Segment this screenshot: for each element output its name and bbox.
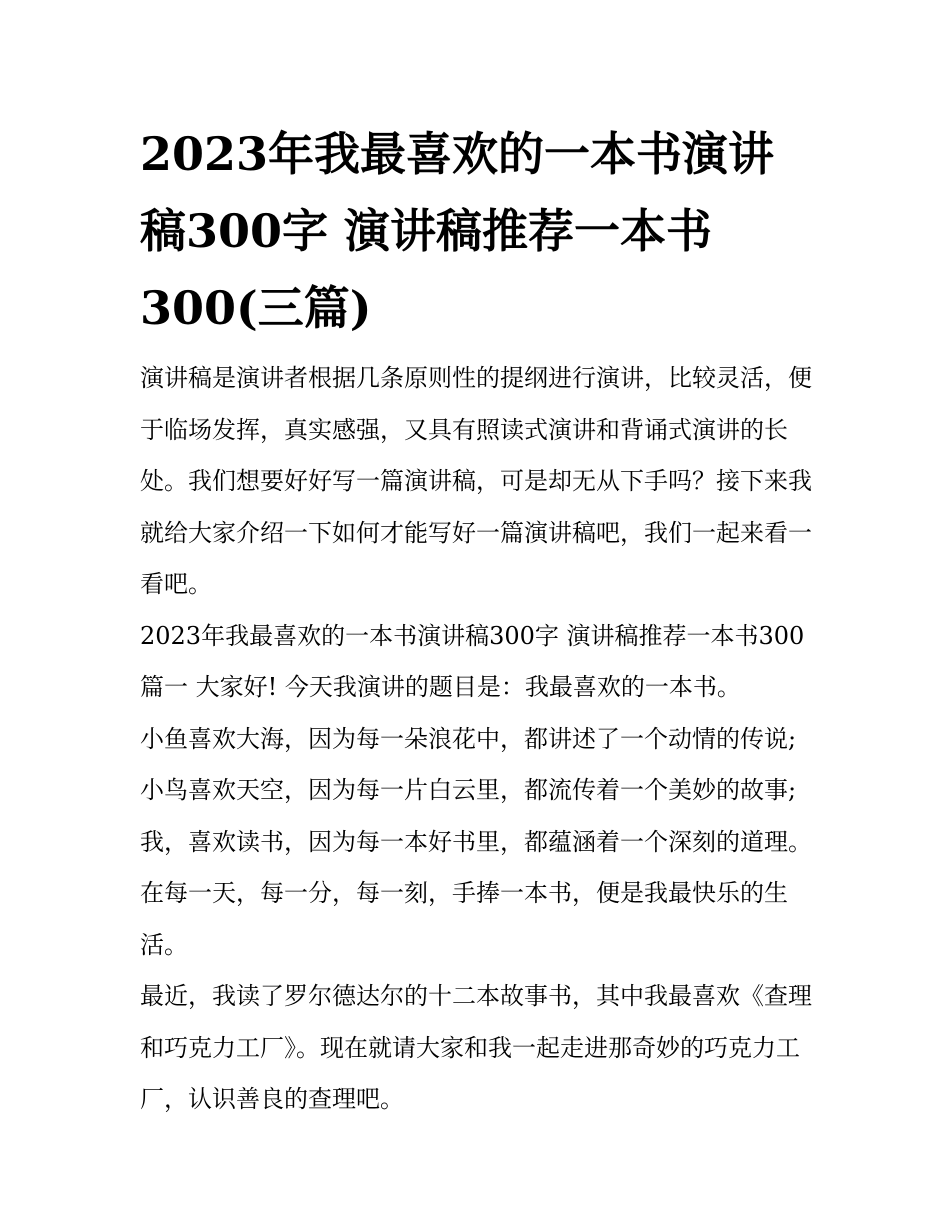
document-title: 2023年我最喜欢的一本书演讲稿300字 演讲稿推荐一本书300(三篇)	[140, 127, 775, 335]
paragraph-heading-greeting: 2023年我最喜欢的一本书演讲稿300字 演讲稿推荐一本书300篇一 大家好! 今天我演讲的题目是：我最喜欢的一本书。	[140, 621, 805, 701]
document-body	[140, 353, 812, 1126]
paragraph-why-read: 小鱼喜欢大海，因为每一朵浪花中，都讲述了一个动情的传说;小鸟喜欢天空，因为每一片白云里，都流传着一个美妙的故事;我，喜欢读书，因为每一本好书里，都蕴涵着一个深刻的道理。在每一天，每一分，每一刻，手捧一本书，便是我最快乐的生活。	[140, 724, 812, 959]
paragraph-favorite-book: 最近，我读了罗尔德达尔的十二本故事书，其中我最喜欢《查理和巧克力工厂》。现在就请大家和我一起走进那奇妙的巧克力工厂，认识善良的查理吧。	[140, 982, 812, 1113]
paragraph-intro: 演讲稿是演讲者根据几条原则性的提纲进行演讲，比较灵活，便于临场发挥，真实感强，又具有照读式演讲和背诵式演讲的长处。我们想要好好写一篇演讲稿，可是却无从下手吗？接下来我就给大家介绍一下如何才能写好一篇演讲稿吧，我们一起来看一看吧。	[140, 364, 812, 598]
